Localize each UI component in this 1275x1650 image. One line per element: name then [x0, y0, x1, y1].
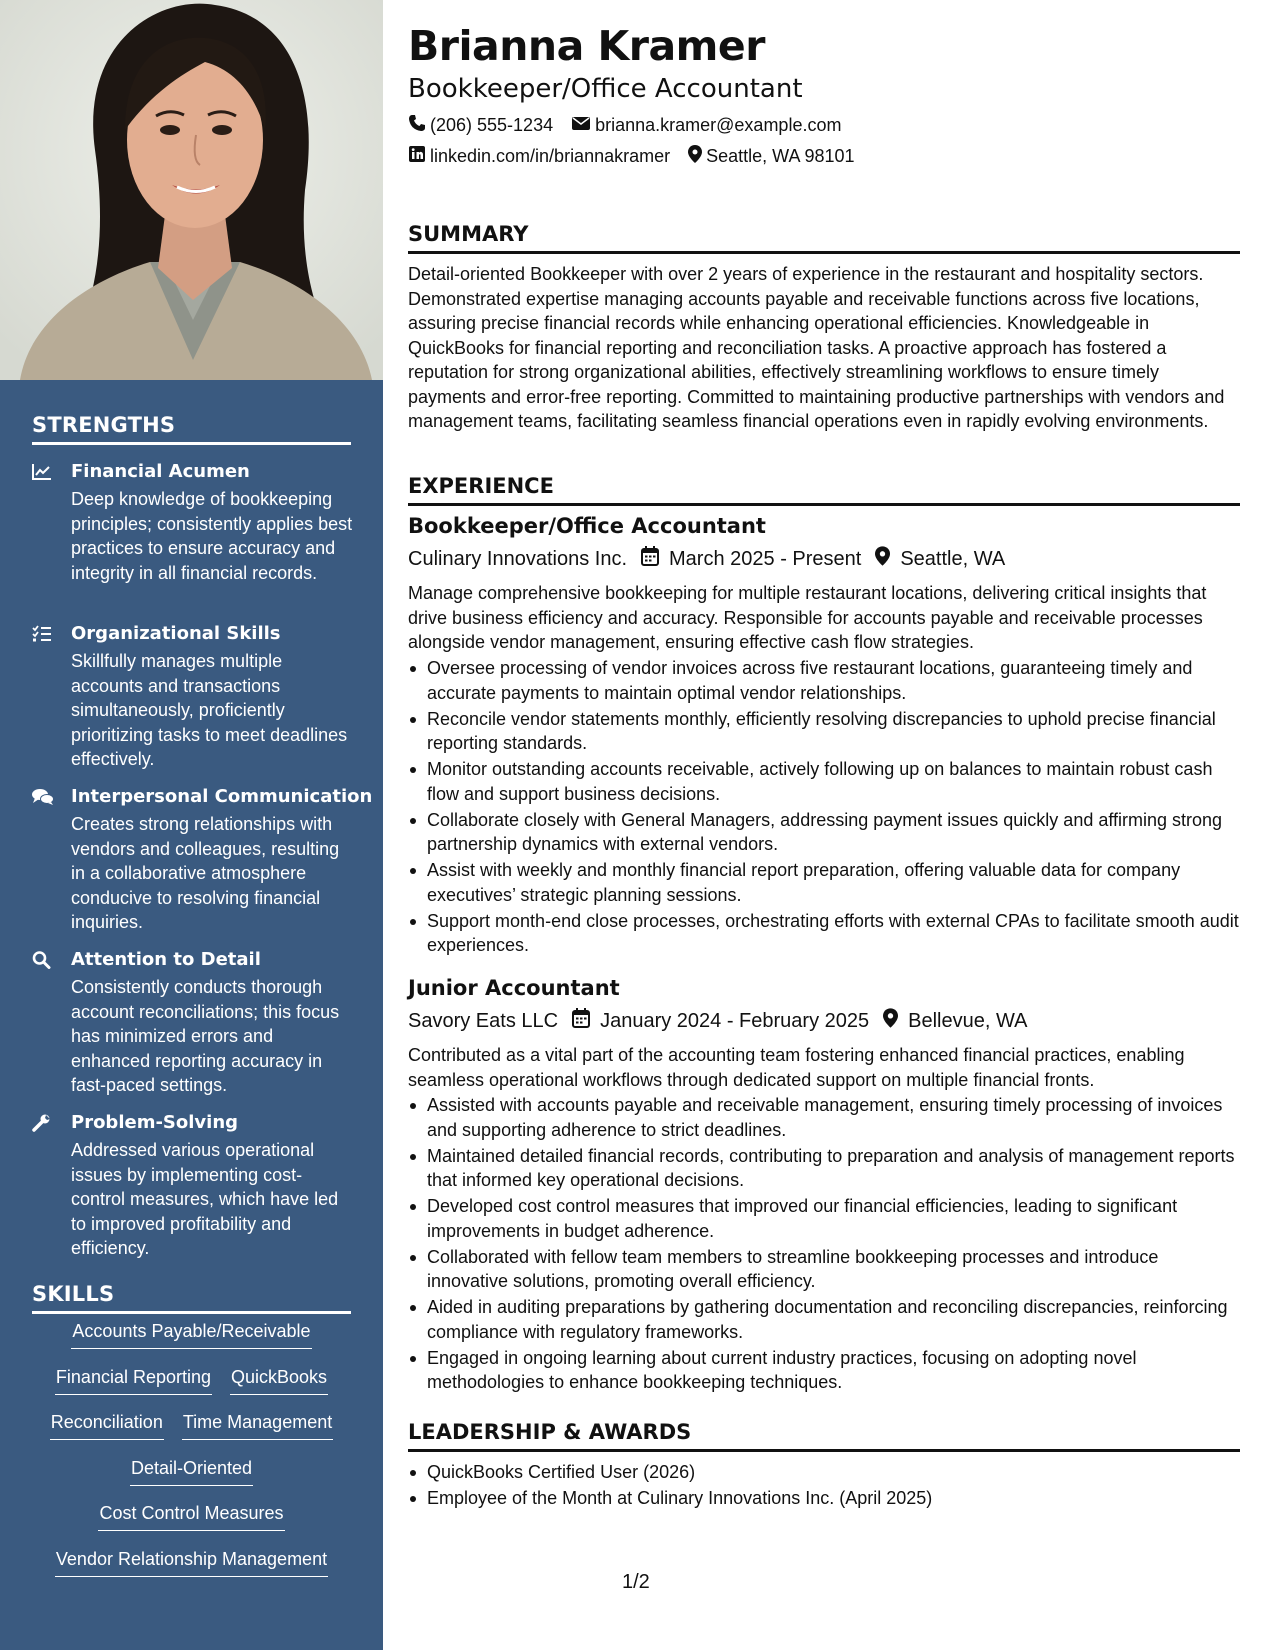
list-item: QuickBooks Certified User (2026) — [408, 1460, 1240, 1485]
comments-icon — [32, 788, 54, 808]
strength-description: Skillfully manages multiple accounts and transactions simultaneously, proficiently prioritizing tasks to meet deadlines effectively. — [71, 651, 348, 769]
summary-heading: SUMMARY — [408, 222, 1240, 254]
company-name: Savory Eats LLC — [408, 1009, 559, 1032]
email-contact[interactable] — [571, 115, 841, 136]
location-contact — [688, 145, 854, 168]
search-icon — [32, 951, 54, 971]
contact-row — [408, 145, 873, 168]
list-item: Employee of the Month at Culinary Innovations Inc. (April 2025) — [408, 1486, 1240, 1511]
skill-tag: Detail-Oriented — [130, 1457, 253, 1486]
job-description: Manage comprehensive bookkeeping for multiple restaurant locations, delivering critical insights that drive business efficiency and accuracy. Responsible for accounts payable and receivable processes alongside vendor management, ensuring effective cash flow strategies. — [408, 583, 1207, 652]
skill-row — [32, 1548, 351, 1594]
list-item: Collaborated with fellow team members to streamline bookkeeping processes and introduce innovative solutions, promoting overall efficiency. — [408, 1245, 1240, 1294]
job-meta — [408, 546, 1005, 572]
sidebar — [0, 0, 383, 1650]
skill-tag: QuickBooks — [230, 1366, 328, 1395]
strengths-heading: STRENGTHS — [32, 413, 351, 445]
strength-description: Addressed various operational issues by implementing cost-control measures, which have led to improved profitability and efficiency. — [71, 1140, 339, 1258]
experience-heading: EXPERIENCE — [408, 474, 1240, 506]
linkedin-contact[interactable] — [408, 145, 670, 168]
job-title: Bookkeeper/Office Accountant — [408, 514, 766, 538]
strength-title: Interpersonal Communication — [71, 786, 373, 807]
skill-row — [32, 1320, 351, 1366]
phone-icon — [408, 114, 430, 137]
profile-photo — [0, 0, 383, 380]
skills-list — [32, 1320, 351, 1593]
strength-title: Organizational Skills — [71, 623, 281, 644]
job-title: Junior Accountant — [408, 976, 620, 1000]
skill-tag: Vendor Relationship Management — [55, 1548, 328, 1577]
awards-heading: LEADERSHIP & AWARDS — [408, 1420, 1240, 1452]
company-name: Culinary Innovations Inc. — [408, 547, 628, 570]
list-item: Reconcile vendor statements monthly, efficiently resolving discrepancies to uphold precise financial reporting standards. — [408, 707, 1240, 756]
skill-row — [32, 1502, 351, 1548]
awards-list — [408, 1460, 1240, 1512]
skills-heading: SKILLS — [32, 1282, 351, 1314]
skill-tag: Financial Reporting — [55, 1366, 212, 1395]
strength-description: Deep knowledge of bookkeeping principles; consistently applies best practices to ensure accuracy and integrity in all financial records. — [71, 489, 353, 583]
job-bullets — [408, 656, 1240, 959]
strength-description: Creates strong relationships with vendors and colleagues, resulting in a collaborative atmosphere conducive to resolving financial inquiries. — [71, 814, 340, 932]
list-item: Oversee processing of vendor invoices across five restaurant locations, guaranteeing timely and accurate payments to maintain optimal vendor relationships. — [408, 656, 1240, 705]
list-item: Support month-end close processes, orchestrating efforts with external CPAs to facilitate smooth audit experiences. — [408, 909, 1240, 958]
list-item: Engaged in ongoing learning about current industry practices, focusing on adopting novel methodologies to enhance bookkeeping techniques. — [408, 1346, 1240, 1395]
job-dates: January 2024 - February 2025 — [600, 1009, 870, 1032]
job-location: Bellevue, WA — [908, 1009, 1028, 1032]
phone-text: (206) 555-1234 — [430, 115, 554, 135]
skill-row — [32, 1457, 351, 1503]
wrench-icon — [32, 1114, 54, 1134]
job-location: Seattle, WA — [900, 547, 1006, 570]
list-item: Assist with weekly and monthly financial report preparation, offering valuable data for company executives’ strategic planning sessions. — [408, 858, 1240, 907]
chart-line-icon — [32, 463, 54, 483]
skill-tag: Accounts Payable/Receivable — [71, 1320, 311, 1349]
contact-row — [408, 114, 859, 137]
map-pin-icon — [869, 1008, 908, 1034]
linkedin-link[interactable]: linkedin.com/in/briannakramer — [430, 146, 671, 166]
list-item: Collaborate closely with General Managers, addressing payment issues quickly and affirming strong partnership dynamics with external vendors. — [408, 808, 1240, 857]
strength-title: Financial Acumen — [71, 461, 250, 482]
linkedin-icon — [408, 145, 430, 168]
skill-row — [32, 1411, 351, 1457]
skill-tag: Reconciliation — [50, 1411, 164, 1440]
map-pin-icon — [861, 546, 900, 572]
strength-description: Consistently conducts thorough account reconciliations; this focus has minimized errors and enhanced reporting accuracy in fast-paced settings. — [71, 977, 340, 1095]
list-item: Maintained detailed financial records, contributing to preparation and analysis of management reports that informed key operational decisions. — [408, 1144, 1240, 1193]
skill-tag: Time Management — [182, 1411, 333, 1440]
phone-contact — [408, 114, 553, 137]
location-text: Seattle, WA 98101 — [706, 146, 855, 166]
skill-row — [32, 1366, 351, 1412]
page-number: 1/2 — [622, 1571, 650, 1593]
list-item: Developed cost control measures that improved our financial efficiencies, leading to significant improvements in budget adherence. — [408, 1194, 1240, 1243]
candidate-name: Brianna Kramer — [408, 22, 765, 70]
strength-title: Problem-Solving — [71, 1112, 239, 1133]
list-item: Aided in auditing preparations by gathering documentation and reconciling discrepancies, reinforcing compliance with regulatory frameworks. — [408, 1295, 1240, 1344]
list-item: Assisted with accounts payable and receivable management, ensuring timely processing of invoices and supporting adherence to strict deadlines. — [408, 1093, 1240, 1142]
list-item: Monitor outstanding accounts receivable, actively following up on balances to maintain robust cash flow and support business decisions. — [408, 757, 1240, 806]
email-link[interactable]: brianna.kramer@example.com — [595, 115, 842, 135]
skill-tag: Cost Control Measures — [98, 1502, 284, 1531]
strength-title: Attention to Detail — [71, 949, 261, 970]
map-pin-icon — [688, 145, 706, 168]
job-bullets — [408, 1093, 1240, 1396]
calendar-icon — [558, 1008, 600, 1034]
candidate-role: Bookkeeper/Office Accountant — [408, 74, 803, 104]
summary-text: Detail-oriented Bookkeeper with over 2 years of experience in the restaurant and hospitality sectors. Demonstrated expertise managing accounts payable and receivable functions across five locations, assuring precise financial records while enhancing operational efficiencies. Knowledgeable in QuickBooks for financial reporting and reconciliation tasks. A proactive approach has fostered a reputation for strong organizational abilities, effectively streamlining workflows to ensure timely payments and error-free reporting. Committed to maintaining productive partnerships with vendors and management teams, facilitating seamless financial operations even in rapidly evolving environments. — [408, 264, 1225, 431]
list-check-icon — [32, 625, 54, 645]
job-description: Contributed as a vital part of the accounting team fostering enhanced financial practices, enabling seamless operational workflows through dedicated support on multiple financial fronts. — [408, 1045, 1185, 1090]
envelope-icon — [571, 115, 595, 136]
calendar-icon — [627, 546, 669, 572]
job-meta — [408, 1008, 1027, 1034]
job-dates: March 2025 - Present — [669, 547, 862, 570]
